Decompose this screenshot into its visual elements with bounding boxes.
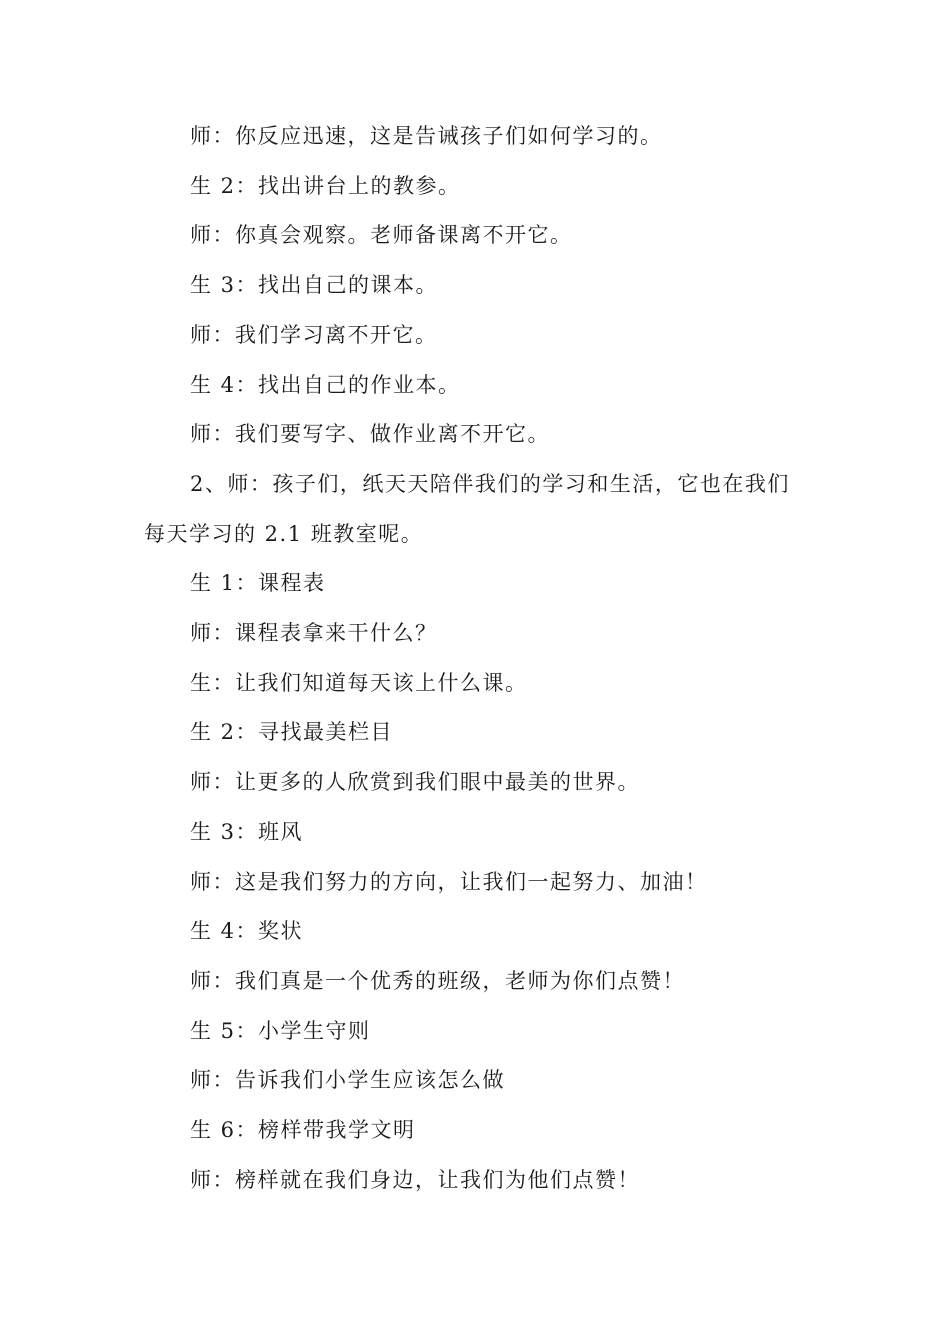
paragraph: 师：我们学习离不开它。 xyxy=(190,322,438,347)
paragraph: 师：你真会观察。老师备课离不开它。 xyxy=(190,223,573,248)
paragraph: 生 2：找出讲台上的教参。 xyxy=(190,173,461,198)
paragraph: 生 4：奖状 xyxy=(190,919,304,944)
paragraph: 生 5：小学生守则 xyxy=(190,1018,371,1043)
paragraph: 师：告诉我们小学生应该怎么做 xyxy=(190,1068,505,1093)
paragraph: 师：课程表拿来干什么？ xyxy=(190,621,438,646)
paragraph: 生 3：找出自己的课本。 xyxy=(190,273,439,298)
paragraph: 生 6：榜样带我学文明 xyxy=(190,1118,416,1143)
paragraph: 生 2：寻找最美栏目 xyxy=(190,720,394,745)
paragraph: 生：让我们知道每天该上什么课。 xyxy=(190,670,528,695)
paragraph: 师：让更多的人欣赏到我们眼中最美的世界。 xyxy=(190,770,640,795)
document-body xyxy=(144,112,812,1205)
paragraph: 生 4：找出自己的作业本。 xyxy=(190,372,461,397)
paragraph: 师：我们真是一个优秀的班级，老师为你们点赞！ xyxy=(190,968,685,993)
paragraph: 师：我们要写字、做作业离不开它。 xyxy=(190,422,550,447)
paragraph: 生 1：课程表 xyxy=(190,571,326,596)
paragraph: 生 3：班风 xyxy=(190,819,304,844)
paragraph: 师：这是我们努力的方向，让我们一起努力、加油！ xyxy=(190,869,708,894)
paragraph: 师：榜样就在我们身边，让我们为他们点赞！ xyxy=(190,1167,640,1192)
paragraph: 2、师：孩子们，纸天天陪伴我们的学习和生活，它也在我们每天学习的 2.1 班教室呢。 xyxy=(144,471,790,546)
paragraph: 师：你反应迅速，这是告诫孩子们如何学习的。 xyxy=(190,124,663,148)
